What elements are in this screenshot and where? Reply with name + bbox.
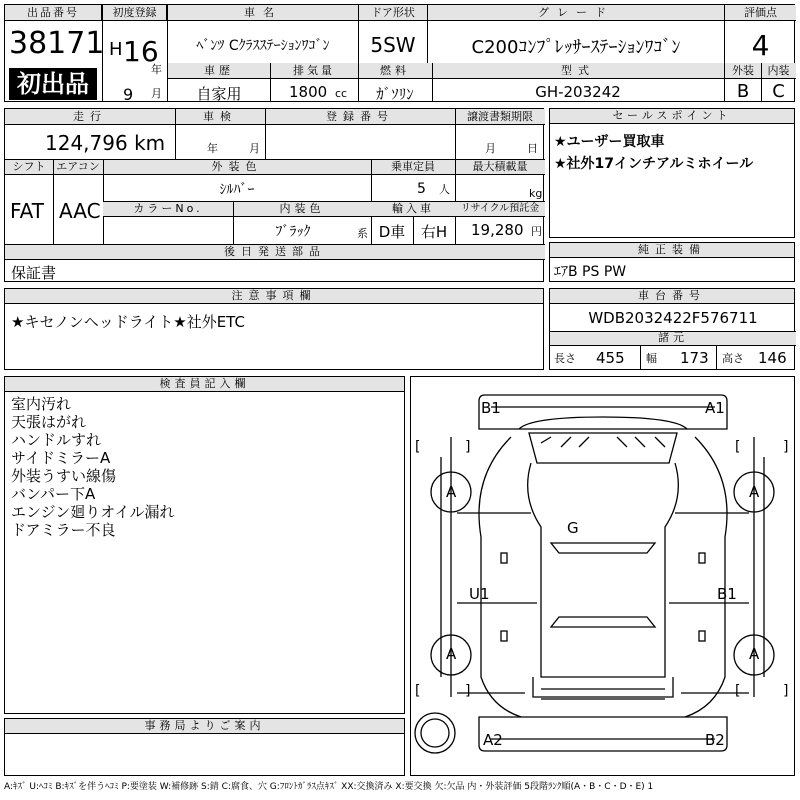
first-listing-badge: 初出品 (9, 68, 97, 100)
history-value: 自家用 (196, 85, 242, 103)
mileage-value: 124,796 km (45, 131, 166, 155)
car-diagram (410, 376, 795, 776)
inspector-item: サイドミラーA (11, 449, 111, 467)
fuel-label: 燃料 (380, 64, 410, 77)
mark-b2-bottom: B2 (705, 731, 725, 749)
inspection-month-unit: 月 (249, 142, 260, 155)
transfer-month-unit: 月 (485, 142, 496, 155)
displacement-value: 1800 (289, 83, 328, 101)
door-label: ドア形状 (359, 5, 427, 21)
bracket-right-top-close: ] (783, 439, 789, 455)
height-label: 高さ (722, 352, 744, 365)
later-parts-value: 保証書 (11, 264, 57, 282)
genuine-equipment-label: 純正装備 (550, 243, 794, 258)
bracket-right-top: [ (735, 439, 741, 455)
score: 4 (751, 29, 770, 62)
length-label: 長さ (554, 352, 576, 365)
car-outline-icon (411, 377, 794, 775)
width-value: 173 (680, 349, 709, 367)
int-color-label: 内装色 (279, 202, 325, 215)
color-no-label: カラーNo. (133, 202, 203, 215)
capacity-unit: 人 (439, 183, 450, 196)
legend: A:ｷｽﾞ U:ﾍｺﾐ B:ｷｽﾞを伴うﾍｺﾐ P:要塗装 W:補修跡 S:錆 C:腐食、穴 G:ﾌﾛﾝﾄｶﾞﾗｽ点ｷｽﾞ XX:交換済み X:要交換 欠:欠品 内・外装評価 5段階ﾗﾝｸ順(A・B・C・D・E) 1 (4, 782, 654, 792)
displacement-unit: cc (335, 87, 348, 100)
recycle-label: リサイクル預託金 (460, 203, 540, 214)
year-unit: 年 (151, 63, 162, 76)
width-label: 幅 (646, 352, 657, 365)
capacity-value: 5 (417, 181, 426, 197)
mark-a-front-right: A (749, 483, 760, 501)
era-letter: H (109, 39, 123, 60)
sales-points-label: セールスポイント (550, 109, 794, 124)
int-color-value: ﾌﾞﾗｯｸ (275, 224, 311, 240)
mark-b1-top: B1 (481, 399, 501, 417)
score-label: 評価点 (725, 5, 796, 21)
load-label: 最大積載量 (472, 160, 528, 173)
vehicle-details (4, 108, 544, 282)
inspection-label: 車検 (203, 110, 237, 123)
transfer-day-unit: 日 (527, 142, 538, 155)
mark-a2-bottom: A2 (483, 731, 503, 749)
mark-a-rear-left: A (446, 645, 457, 663)
chassis-number: WDB2032422F576711 (588, 309, 758, 327)
header-block (4, 4, 795, 102)
fuel-value: ｶﾞｿﾘﾝ (376, 85, 414, 103)
length-value: 455 (596, 349, 625, 367)
sales-points (549, 108, 795, 238)
sales-point-item: ★社外17インチアルミホイール (554, 156, 754, 172)
notes-label: 注意事項欄 (5, 289, 543, 304)
registration-year: 16 (123, 35, 159, 68)
mark-a-front-left: A (446, 483, 457, 501)
bracket-left-top-close: ] (465, 439, 471, 455)
registration-month: 9 (123, 85, 134, 104)
bracket-left-top: [ (415, 439, 421, 455)
bracket-left-bottom-close: ] (465, 683, 471, 699)
bracket-right-bottom-close: ] (783, 683, 789, 699)
height-value: 146 (758, 349, 787, 367)
inspector-item: ドアミラー不良 (11, 521, 116, 539)
inspector-item: 天張はがれ (11, 413, 87, 431)
recycle-value: 19,280 (471, 221, 524, 239)
ac-value: AAC (59, 199, 101, 223)
genuine-equipment-value: ｴｱB PS PW (554, 264, 627, 280)
exterior-grade: B (736, 81, 750, 102)
month-unit: 月 (151, 87, 162, 100)
bracket-right-bottom: [ (735, 683, 741, 699)
sales-point-item: ★ユーザー買取車 (554, 134, 665, 150)
shift-value: FAT (10, 199, 45, 223)
notes-box (4, 288, 544, 370)
inspector-item: バンパー下A (11, 485, 96, 503)
inspector-label: 検査員記入欄 (5, 377, 404, 392)
mark-u1-left: U1 (469, 585, 490, 603)
car-name-label: 車名 (168, 5, 358, 21)
registration-label: 初度登録 (103, 5, 167, 21)
mark-a1-top: A1 (705, 399, 725, 417)
inspection-year-unit: 年 (207, 142, 218, 155)
mark-a-rear-right: A (749, 645, 760, 663)
chassis-label: 車台番号 (550, 289, 794, 304)
office-label: 事務局よりご案内 (5, 719, 404, 734)
capacity-label: 乗車定員 (391, 160, 435, 173)
import-d: D車 (378, 223, 406, 241)
later-parts-label: 後日発送部品 (224, 245, 326, 258)
lot-number-label: 出品番号 (5, 5, 102, 21)
import-label: 輸入車 (392, 202, 434, 215)
transfer-label: 譲渡書類期限 (467, 110, 533, 123)
exterior-label: 外装 (732, 64, 754, 77)
int-color-unit: 系 (357, 227, 368, 240)
inspector-item: ハンドルすれ (11, 431, 102, 449)
ext-color-label: 外装色 (211, 160, 263, 173)
dimensions-label: 諸元 (658, 331, 688, 344)
inspector-item: 外装うすい線傷 (11, 467, 117, 485)
ext-color-value: ｼﾙﾊﾞｰ (219, 182, 255, 198)
interior-grade: C (772, 81, 785, 102)
model-value: GH-203242 (535, 83, 621, 101)
mileage-label: 走行 (73, 110, 107, 123)
grade-label: グレード (428, 5, 724, 21)
chassis-box (549, 288, 795, 370)
shift-label: シフト (12, 160, 46, 173)
bracket-left-bottom: [ (415, 683, 421, 699)
car-name: ﾍﾞﾝﾂ Cｸﾗｽｽﾃｰｼｮﾝﾜｺﾞﾝ (196, 38, 330, 54)
model-label: 型式 (561, 64, 595, 77)
import-steering: 右H (420, 223, 448, 241)
inspector-item: エンジン廻りオイル漏れ (11, 503, 175, 521)
lot-number: 38171 (9, 26, 105, 61)
load-unit: kg (529, 187, 543, 200)
mark-b1-right: B1 (717, 585, 737, 603)
office-box (4, 718, 405, 776)
mark-g-center: G (567, 519, 579, 537)
door-type: 5SW (370, 33, 416, 57)
displacement-label: 排気量 (293, 64, 335, 77)
grade: C200ｺﾝﾌﾟﾚｯｻｰｽﾃｰｼｮﾝﾜｺﾞﾝ (471, 37, 681, 58)
history-label: 車歴 (204, 64, 234, 77)
inspector-item: 室内汚れ (11, 395, 72, 413)
ac-label: エアコン (56, 160, 100, 173)
inspector-box (4, 376, 405, 714)
notes-value: ★キセノンヘッドライト★社外ETC (11, 313, 245, 331)
plate-label: 登録番号 (326, 110, 394, 123)
genuine-equipment (549, 242, 795, 282)
interior-label: 内装 (767, 64, 790, 77)
recycle-unit: 円 (531, 225, 542, 238)
